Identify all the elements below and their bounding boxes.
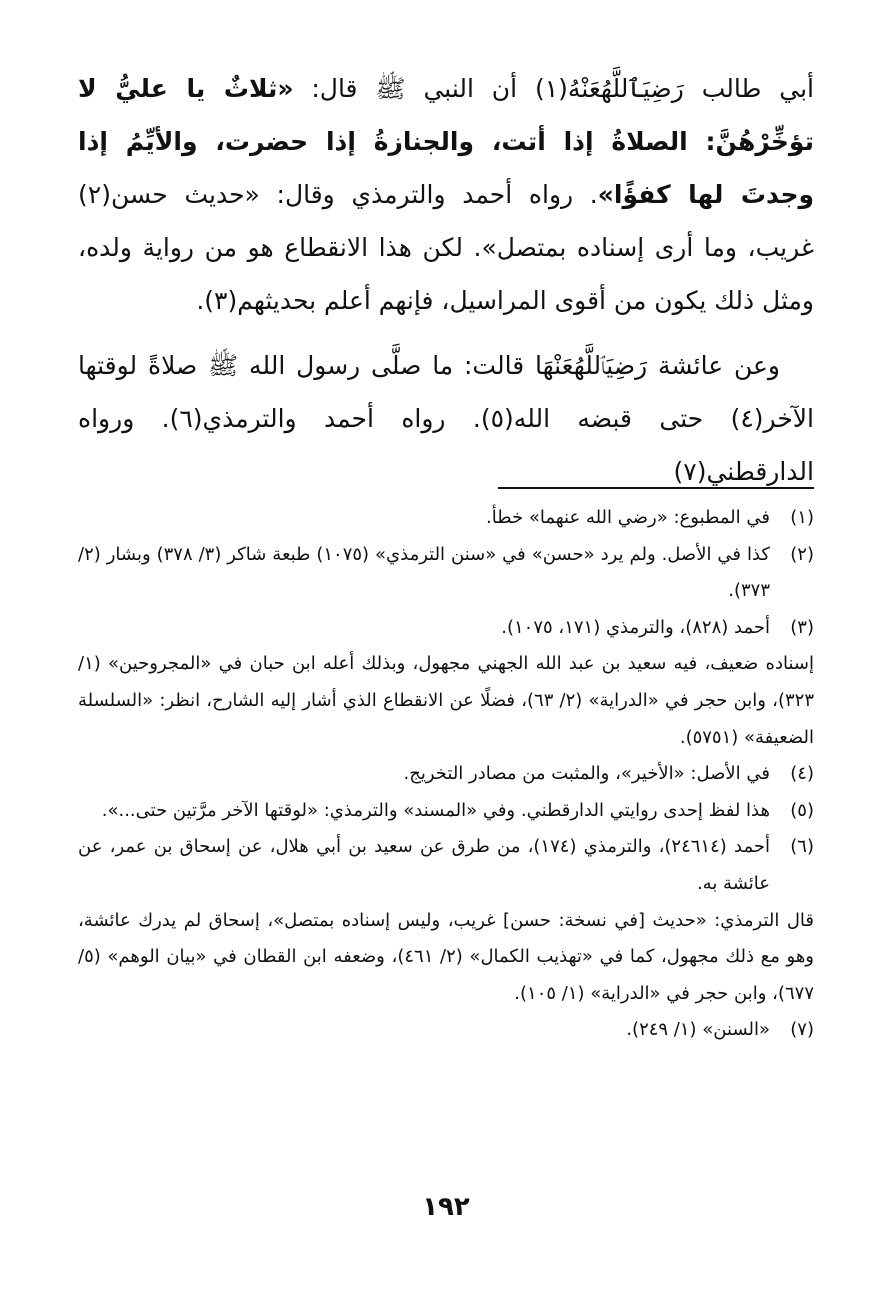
- footnote-3: [78, 610, 814, 647]
- footnotes: [78, 500, 814, 1049]
- footnote-number: (١): [790, 507, 814, 528]
- footnote-number: (٥): [790, 799, 814, 821]
- footnote-2: [78, 537, 814, 610]
- footnote-text: هذا لفظ إحدى روايتي الدارقطني. وفي «المسند» والترمذي: «لوقتها الآخر مرَّتين حتى...».: [101, 799, 770, 821]
- page-number: ١٩٢: [422, 1192, 470, 1222]
- footnote-text: أحمد (٢٤٦١٤)، والترمذي (١٧٤)، من طرق عن سعيد بن أبي هلال، عن إسحاق بن عمر، عن عائشة به.: [78, 836, 770, 894]
- footnote-number: (٤): [790, 763, 814, 785]
- footnote-3-comment: [78, 646, 814, 756]
- footnote-text: في الأصل: «الأخير»، والمثبت من مصادر التخريج.: [403, 763, 770, 785]
- footnote-5: [78, 793, 814, 830]
- footnote-text: «السنن» (١/ ٢٤٩).: [626, 1019, 770, 1041]
- footnote-number: (٢): [790, 543, 814, 565]
- footnote-4: [78, 756, 814, 793]
- footnote-text: إسناده ضعيف، فيه سعيد بن عبد الله الجهني مجهول، وبذلك أعله ابن حبان في «المجروحين» (١/ ٣٢٣)، وابن حجر في «الدراية» (٢/ ٦٣)، فضلًا عن الانقطاع الذي أشار إليه الشارح، انظر: «السلسلة الضعيفة» (٥٧٥١).: [78, 653, 814, 748]
- footnote-1: [78, 500, 814, 537]
- footnote-number: (٧): [790, 1019, 814, 1041]
- footnote-6-comment: [78, 903, 814, 1013]
- footnote-text: كذا في الأصل. ولم يرد «حسن» في «سنن الترمذي» (١٠٧٥) طبعة شاكر (٣/ ٣٧٨) وبشار (٢/ ٣٧٣).: [78, 543, 770, 602]
- footnote-text: في المطبوع: «رضي الله عنهما» خطأ.: [486, 507, 770, 528]
- footnote-7: [78, 1012, 814, 1049]
- footnote-divider: [498, 487, 814, 489]
- paragraph-1: [78, 62, 814, 327]
- p1-rest: . رواه أحمد والترمذي وقال: «حديث حسن(٢) غريب، وما أرى إسناده بمتصل». لكن هذا الانقطاع هو من رواية ولده، ومثل ذلك يكون من أقوى المراسيل، فإنهم أعلم بحديثهم(٣).: [78, 180, 814, 315]
- footnote-text: قال الترمذي: «حديث [في نسخة: حسن] غريب، وليس إسناده بمتصل»، إسحاق لم يدرك عائشة، وهو مع ذلك مجهول، كما في «تهذيب الكمال» (٢/ ٤٦١)، وضعفه ابن القطان في «بيان الوهم» (٥/ ٦٧٧)، وابن حجر في «الدراية» (١/ ١٠٥).: [78, 909, 814, 1004]
- footnote-text: أحمد (٨٢٨)، والترمذي (١٧١، ١٠٧٥).: [501, 616, 770, 638]
- paragraph-2: وعن عائشة رَضِيَٱللَّهُعَنْهَا قالت: ما صلَّى رسول الله ﷺ صلاةً لوقتها الآخر(٤) حتى قبضه الله(٥). رواه أحمد والترمذي(٦). ورواه الدارقطني(٧): [78, 351, 814, 486]
- p1-intro: أبي طالب رَضِيَٱللَّهُعَنْهُ(١) أن النبي ﷺ قال:: [293, 74, 814, 103]
- main-text: [78, 62, 814, 498]
- footnote-number: (٦): [790, 836, 814, 858]
- footnote-6: [78, 829, 814, 902]
- footnote-number: (٣): [790, 616, 814, 638]
- hadith-quote: «ثلاثٌ يا عليُّ لا تؤخِّرْهُنَّ: الصلاةُ إذا أتت، والجنازةُ إذا حضرت، والأيِّمُ إذا وجدتَ لها كفؤًا»: [78, 74, 814, 209]
